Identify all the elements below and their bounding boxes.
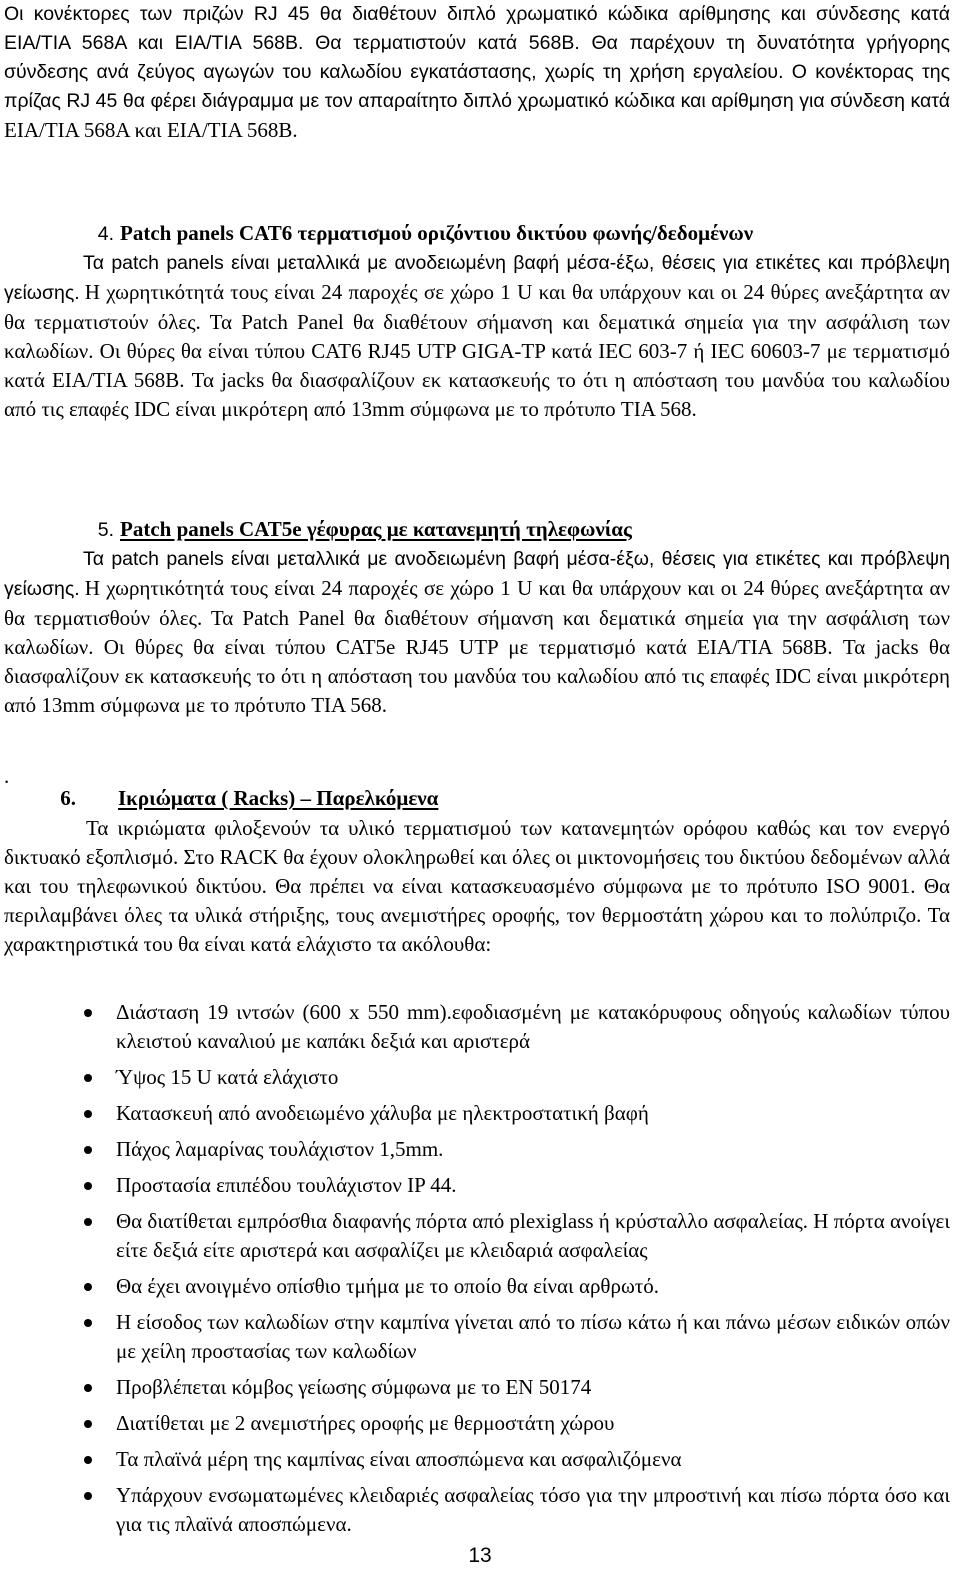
bullet-icon (84, 1492, 92, 1500)
list-item: Διάσταση 19 ιντσών (600 x 550 mm).εφοδιασμένη με κατακόρυφους οδηγούς καλωδίων τύπου κλειστού καναλιού με καπάκι δεξιά και αριστερά (0, 998, 950, 1056)
list-item: Κατασκευή από ανοδειωμένο χάλυβα με ηλεκτροστατική βαφή (0, 1099, 950, 1128)
section-4-body (4, 249, 950, 424)
section-5-title: Patch panels CAT5e γέφυρας με κατανεμητή τηλεφωνίας (120, 517, 632, 541)
section-5-number: 5. (97, 519, 114, 541)
list-item: Τα πλαϊνά μέρη της καμπίνας είναι αποσπώμενα και ασφαλιζόμενα (0, 1445, 950, 1474)
list-item: Θα έχει ανοιγμένο οπίσθιο τμήμα με το οποίο θα είναι αρθρωτό. (0, 1272, 950, 1301)
intro-paragraph (4, 0, 950, 145)
list-item: Προβλέπεται κόμβος γείωσης σύμφωνα με το EN 50174 (0, 1373, 950, 1402)
bullet-icon (84, 1420, 92, 1428)
section-5-body-serif: Η χωρητικότητά τους είναι 24 παροχές σε χώρο 1 U και θα υπάρχουν και οι 24 θύρες ανεξάρτητα αν θα τερματισθούν όλες. Τα Patch Panel θα διαθέτουν σήμανση και δεματικά σημεία για την ασφάλιση των καλωδίων. Οι θύρες θα είναι τύπου CAT5e RJ45 UTP με τερματισμό κατά EIA/TIA 568B. Τα jacks θα διασφαλίζουν εκ κατασκευής το ότι η απόσταση του μανδύα του καλωδίου από τις επαφές IDC είναι μικρότερη από 13mm σύμφωνα με το πρότυπο TIA 568. (4, 576, 951, 717)
bullet-icon (84, 1456, 92, 1464)
list-item: Προστασία επιπέδου τουλάχιστον IP 44. (0, 1171, 950, 1200)
section-5-body (4, 545, 950, 720)
section-5-heading (4, 515, 950, 546)
list-item: Η είσοδος των καλωδίων στην καμπίνα γίνεται από το πίσω κάτω ή και πάνω μέσων ειδικών οπών με χείλη προστασίας των καλωδίων (0, 1308, 950, 1366)
section-6-body: Τα ικριώματα φιλοξενούν τα υλικό τερματισμού των κατανεμητών ορόφου καθώς και τον ενεργό δικτυακό εξοπλισμό. Στο RACK θα έχουν ολοκληρωθεί και όλες οι μικτονομήσεις του δικτύου δεδομένων αλλά και του τηλεφωνικού δικτύου. Θα πρέπει να είναι κατασκευασμένο σύμφωνα με το πρότυπο ISO 9001. Θα περιλαμβάνει όλες τα υλικά στήριξης, τους ανεμιστήρες οροφής, τον θερμοστάτη χώρου και το πολύπριζο. Τα χαρακτηριστικά του θα είναι κατά ελάχιστο τα ακόλουθα: (4, 816, 950, 956)
list-item: Ύψος 15 U κατά ελάχιστο (0, 1063, 950, 1092)
list-item: Υπάρχουν ενσωματωμένες κλειδαριές ασφαλείας τόσο για την μπροστινή και πίσω πόρτα όσο και για τις πλαϊνά αποσπώμενα. (0, 1481, 950, 1539)
section-4-title: Patch panels CAT6 τερματισμού οριζόντιου δικτύου φωνής/δεδομένων (120, 221, 754, 245)
bullet-icon (84, 1074, 92, 1082)
bullet-icon (84, 1009, 92, 1017)
bullet-icon (84, 1146, 92, 1154)
section-5-trailing-dot: . (4, 764, 10, 788)
section-4-number: 4. (97, 223, 114, 245)
section-6-heading (4, 784, 950, 815)
section-4-heading (4, 219, 950, 250)
bullet-icon (84, 1384, 92, 1392)
section-5-body-sans: Τα patch panels είναι μεταλλικά με ανοδειωμένη βαφή μέσα-έξω, θέσεις για ετικέτες και πρόβλεψη γείωσης. (4, 548, 950, 600)
list-item: Διατίθεται με 2 ανεμιστήρες οροφής με θερμοστάτη χώρου (0, 1409, 950, 1438)
bullet-icon (84, 1218, 92, 1226)
intro-text-sans: Οι κονέκτορες των πριζών RJ 45 θα διαθέτουν διπλό χρωματικό κώδικα αρίθμησης και σύνδεσης κατά EIA/TIA 568A και EIA/TIA 568B. Θα τερματιστούν κατά 568B. Θα παρέχουν τη δυνατότητα γρήγορης σύνδεσης ανά ζεύγος αγωγών του καλωδίου εγκατάστασης, χωρίς τη χρήση εργαλείου. Ο κονέκτορας της πρίζας RJ 45 θα φέρει διάγραμμα με τον απαραίτητο διπλό χρωματικό κώδικα και αρίθμηση για σύνδεση κατά (4, 3, 950, 112)
bullet-icon (84, 1319, 92, 1327)
bullet-icon (84, 1283, 92, 1291)
intro-text-serif: EIA/TIA 568A και EIA/TIA 568B. (4, 118, 298, 142)
list-item: Θα διατίθεται εμπρόσθια διαφανής πόρτα από plexiglass ή κρύσταλλο ασφαλείας. Η πόρτα ανοίγει είτε δεξιά είτε αριστερά και ασφαλίζει με κλειδαριά ασφαλείας (0, 1207, 950, 1265)
section-4-body-sans: Τα patch panels είναι μεταλλικά με ανοδειωμένη βαφή μέσα-έξω, θέσεις για ετικέτες και πρόβλεψη γείωσης. (4, 252, 950, 304)
list-item: Πάχος λαμαρίνας τουλάχιστον 1,5mm. (0, 1135, 950, 1164)
section-6-title: Ικριώματα ( Racks) – Παρελκόμενα (118, 786, 439, 810)
bullet-icon (84, 1182, 92, 1190)
section-4-body-serif: Η χωρητικότητά τους είναι 24 παροχές σε χώρο 1 U και θα υπάρχουν και οι 24 θύρες ανεξάρτητα αν θα τερματιστούν όλες. Τα Patch Panel θα διαθέτουν σήμανση και δεματικά σημεία για την ασφάλιση των καλωδίων. Οι θύρες θα είναι τύπου CAT6 RJ45 UTP GIGA-TP κατά IEC 603-7 ή IEC 60603-7 με τερματισμό κατά EIA/TIA 568B. Τα jacks θα διασφαλίζουν εκ κατασκευής το ότι η απόσταση του μανδύα του καλωδίου από τις επαφές IDC είναι μικρότερη από 13mm σύμφωνα με το πρότυπο TIA 568. (4, 280, 951, 421)
page-number: 13 (468, 1544, 492, 1567)
section-6-number: 6. (60, 786, 76, 810)
rack-features-list (0, 998, 950, 1546)
bullet-icon (84, 1110, 92, 1118)
